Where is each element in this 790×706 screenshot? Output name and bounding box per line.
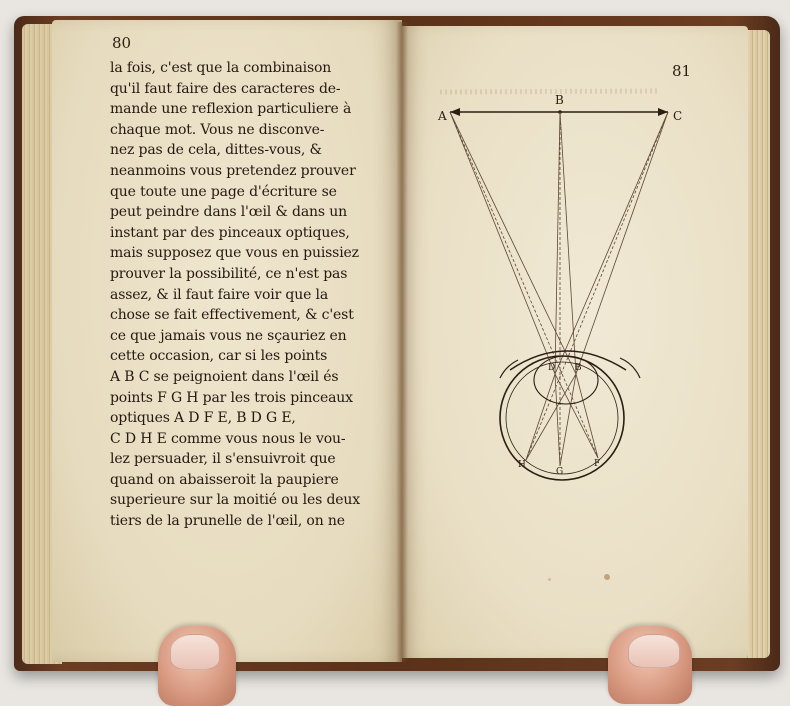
label-c: C	[673, 109, 683, 123]
ray-c-e	[576, 112, 668, 374]
text-line: mande une reflexion particuliere à	[110, 101, 352, 118]
optics-diagram-svg	[430, 88, 690, 498]
ray-bundle	[450, 112, 668, 466]
text-line: prouver la possibilité, ce n'est pas	[110, 265, 348, 282]
ray-a-f	[450, 112, 598, 458]
left-page-number: 80	[112, 34, 132, 52]
label-h: H	[518, 460, 526, 470]
label-e: B	[575, 363, 582, 373]
right-page-number: 81	[672, 62, 692, 80]
text-line: chaque mot. Vous ne disconve-	[110, 121, 325, 138]
label-g: G	[556, 467, 564, 477]
text-line: optiques A D F E, B D G E,	[110, 410, 296, 427]
text-line: tiers de la prunelle de l'œil, on ne	[110, 513, 345, 530]
text-line: instant par des pinceaux optiques,	[110, 224, 350, 241]
label-b: B	[555, 93, 564, 107]
text-line: points F G H par les trois pinceaux	[110, 389, 353, 406]
text-line: nez pas de cela, dittes-vous, &	[110, 142, 322, 159]
ray-d-g	[555, 374, 560, 466]
crystalline-lens	[534, 356, 598, 404]
text-line: quand on abaisseroit la paupiere	[110, 471, 339, 488]
text-line: C D H E comme vous nous le vou-	[110, 430, 346, 447]
text-line: mais supposez que vous en puissiez	[110, 245, 359, 262]
ray-c-d	[555, 112, 668, 374]
paper-stain	[604, 574, 610, 580]
book-gutter	[396, 22, 408, 662]
ray-a-d	[450, 112, 555, 374]
text-line: qu'il faut faire des caracteres de-	[110, 80, 341, 97]
ray-b-e	[560, 112, 576, 374]
text-line: assez, & il faut faire voir que la	[110, 286, 329, 303]
text-line: superieure sur la moitié ou les deux	[110, 492, 361, 509]
text-line: ce que jamais vous ne sçauriez en	[110, 327, 347, 344]
ray-c-h	[526, 112, 668, 460]
paper-stain	[548, 578, 551, 581]
ray-d-f	[555, 374, 598, 458]
label-f: F	[594, 459, 601, 469]
ray-e-f	[576, 374, 598, 458]
left-thumbnail-nail	[170, 634, 220, 670]
label-d: D	[548, 363, 556, 373]
optics-diagram	[430, 88, 690, 498]
label-a: A	[438, 109, 447, 123]
text-line: que toute une page d'écriture se	[110, 183, 337, 200]
text-line: A B C se peignoient dans l'œil és	[110, 368, 339, 385]
text-line: cette occasion, car si les points	[110, 348, 328, 365]
eyelid-left	[500, 360, 518, 378]
text-line: lez persuader, il s'ensuivroit que	[110, 451, 336, 468]
left-page-text	[110, 58, 382, 532]
eyeball-inner	[506, 362, 618, 474]
text-line: la fois, c'est que la combinaison	[110, 60, 332, 76]
show-through-text	[440, 91, 660, 92]
text-line: neanmoins vous pretendez prouver	[110, 162, 356, 179]
right-thumbnail-nail	[628, 634, 680, 668]
text-line: chose se fait effectivement, & c'est	[110, 307, 354, 324]
text-line: peut peindre dans l'œil & dans un	[110, 204, 347, 221]
